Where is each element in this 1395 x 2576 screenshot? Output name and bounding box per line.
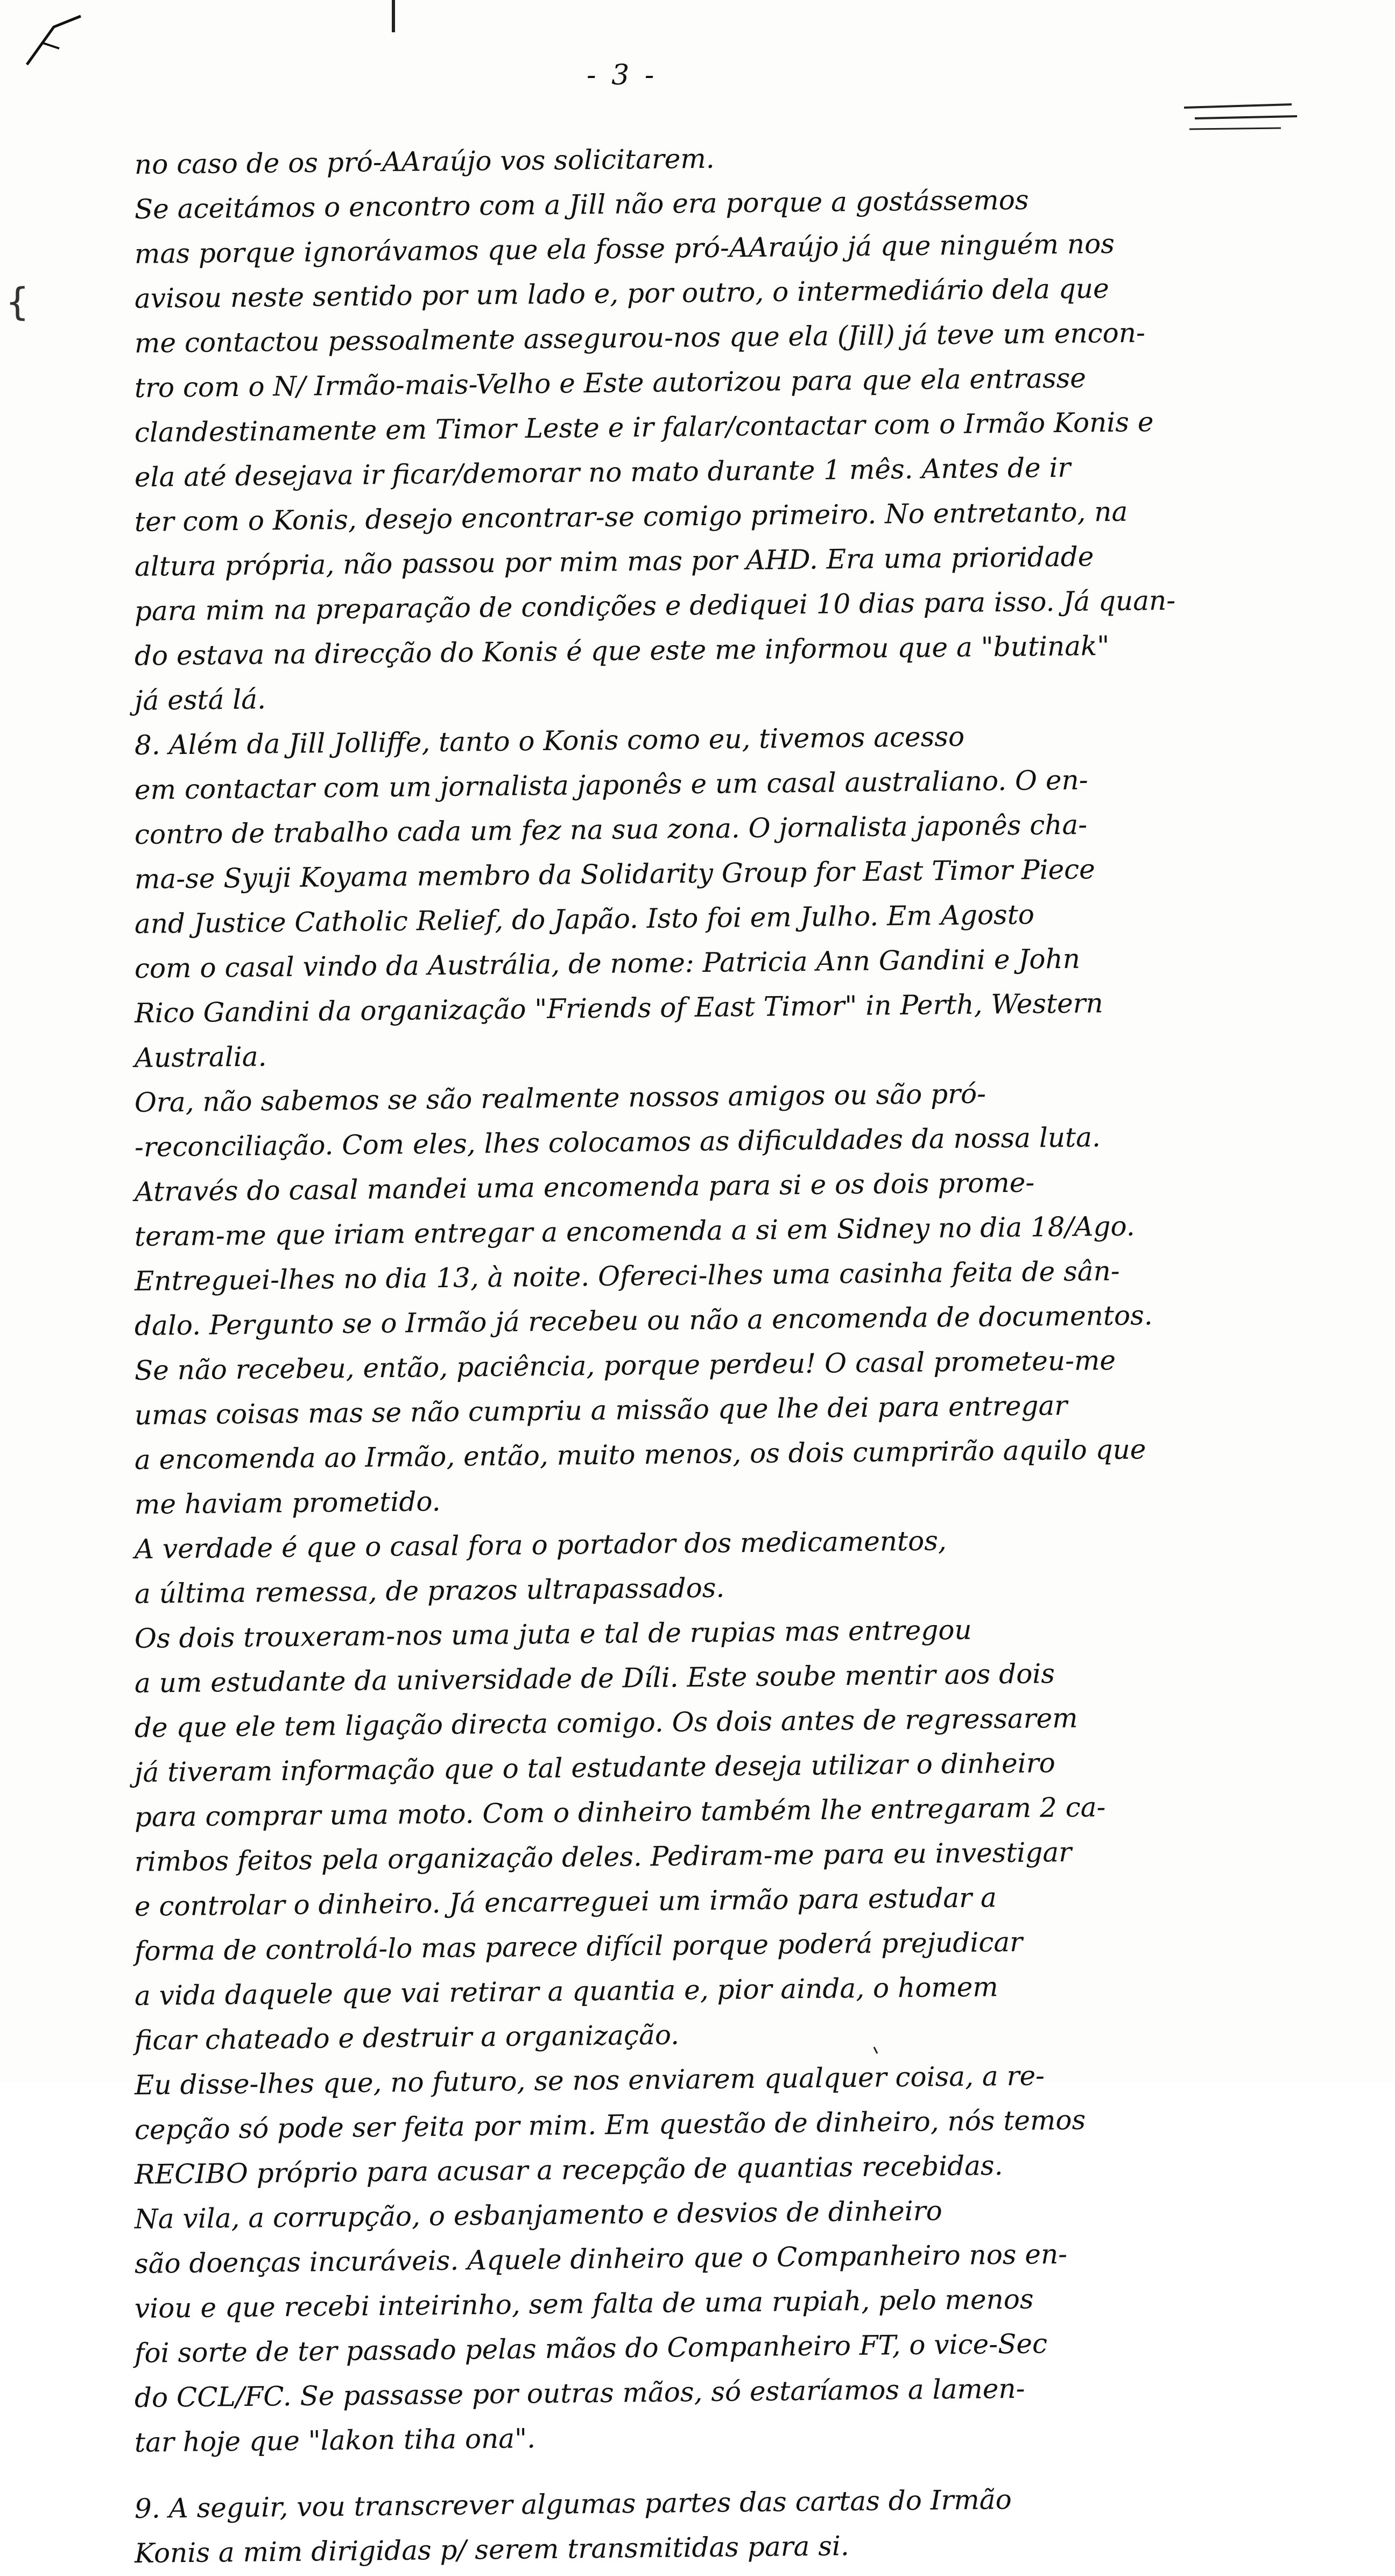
text-line: Os dois trouxeram-nos uma juta e tal de rupias mas entregou — [134, 1614, 972, 1654]
text-line: já está lá. — [134, 683, 266, 716]
text-line: a última remessa, de prazos ultrapassados. — [134, 1572, 725, 1610]
text-line: do estava na direcção do Konis é que este me informou que a "butinak" — [134, 630, 1110, 672]
text-line: ficar chateado e destruir a organização. — [134, 2019, 680, 2056]
text-line: com o casal vindo da Austrália, de nome: Patricia Ann Gandini e John — [134, 943, 1081, 984]
corner-pen-mark — [22, 11, 97, 75]
text-line: no caso de os pró-AAraújo vos solicitarem. — [134, 143, 715, 180]
text-line: me contactou pessoalmente assegurou-nos que ela (Jill) já teve um encon- — [134, 317, 1146, 359]
text-line: avisou neste sentido por um lado e, por outro, o intermediário dela que — [134, 273, 1109, 314]
text-line: Entreguei-lhes no dia 13, à noite. Ofereci-lhes uma casinha feita de sân- — [134, 1255, 1120, 1297]
text-line: e controlar o dinheiro. Já encarreguei um irmão para estudar a — [134, 1882, 997, 1922]
text-line: viou e que recebi inteirinho, sem falta de uma rupiah, pelo menos — [134, 2283, 1034, 2324]
text-line: a vida daquele que vai retirar a quantia e, pior ainda, o homem — [134, 1971, 998, 2012]
text-line: ma-se Syuji Koyama membro da Solidarity Group for East Timor Piece — [134, 853, 1096, 895]
text-line: and Justice Catholic Relief, do Japão. Isto foi em Julho. Em Agosto — [134, 899, 1035, 940]
text-line: Se não recebeu, então, paciência, porque perdeu! O casal prometeu-me — [134, 1344, 1116, 1386]
text-line: umas coisas mas se não cumpriu a missão que lhe dei para entregar — [134, 1389, 1068, 1431]
text-line: a encomenda ao Irmão, então, muito menos, os dois cumprirão aquilo que — [134, 1434, 1146, 1476]
text-line: Através do casal mandei uma encomenda para si e os dois prome- — [134, 1167, 1035, 1208]
text-line: -reconciliação. Com eles, lhes colocamos as dificuldades da nossa luta. — [134, 1121, 1101, 1163]
text-line: altura própria, não passou por mim mas por AHD. Era uma prioridade — [134, 541, 1094, 582]
text-line: Konis a mim dirigidas p/ serem transmitidas para si. — [134, 2530, 850, 2569]
text-line: são doenças incuráveis. Aquele dinheiro que o Companheiro nos en- — [134, 2238, 1068, 2279]
text-line: clandestinamente em Timor Leste e ir falar/contactar com o Irmão Konis e — [134, 406, 1154, 448]
text-line: contro de trabalho cada um fez na sua zona. O jornalista japonês cha- — [134, 809, 1088, 850]
text-line: ter com o Konis, desejo encontrar-se comigo primeiro. No entretanto, na — [134, 496, 1128, 538]
text-line: Australia. — [134, 1041, 267, 1074]
text-line: tar hoje que "lakon tiha ona". — [134, 2423, 536, 2458]
text-line: ela até desejava ir ficar/demorar no mato durante 1 mês. Antes de ir — [134, 451, 1071, 493]
bottom-pen-mark — [872, 2045, 883, 2056]
text-line: forma de controlá-lo mas parece difícil porque poderá prejudicar — [134, 1926, 1023, 1967]
text-line: tro com o N/ Irmão-mais-Velho e Este autorizou para que ela entrasse — [134, 362, 1087, 404]
page-number: - 3 - — [587, 59, 658, 91]
text-line: já tiveram informação que o tal estudante deseja utilizar o dinheiro — [134, 1747, 1055, 1788]
text-line: rimbos feitos pela organização deles. Pediram-me para eu investigar — [134, 1836, 1072, 1878]
text-line: 9. A seguir, vou transcrever algumas partes das cartas do Irmão — [134, 2483, 1012, 2524]
text-line: dalo. Pergunto se o Irmão já recebeu ou não a encomenda de documentos. — [134, 1300, 1153, 1342]
text-line: RECIBO próprio para acusar a recepção de quantias recebidas. — [134, 2150, 1003, 2190]
top-edge-mark — [392, 0, 395, 32]
text-line: 8. Além da Jill Jolliffe, tanto o Konis como eu, tivemos acesso — [134, 721, 965, 761]
text-line: para comprar uma moto. Com o dinheiro também lhe entregaram 2 ca- — [134, 1791, 1106, 1833]
text-line: para mim na preparação de condições e dediquei 10 dias para isso. Já quan- — [134, 584, 1176, 627]
margin-bracket: { — [5, 280, 30, 324]
text-line: Rico Gandini da organização "Friends of East Timor" in Perth, Western — [134, 987, 1104, 1029]
text-line: A verdade é que o casal fora o portador dos medicamentos, — [134, 1525, 947, 1565]
text-line: foi sorte de ter passado pelas mãos do Companheiro FT, o vice-Sec — [134, 2328, 1048, 2369]
text-line: Se aceitámos o encontro com a Jill não era porque a gostássemos — [134, 184, 1029, 225]
text-line: teram-me que iriam entregar a encomenda a si em Sidney no dia 18/Ago. — [134, 1210, 1135, 1252]
handwritten-text-body — [135, 143, 1292, 2576]
text-line: Ora, não sabemos se são realmente nossos amigos ou são pró- — [134, 1078, 987, 1118]
text-line: me haviam prometido. — [134, 1486, 441, 1520]
text-line: Na vila, a corrupção, o esbanjamento e desvios de dinheiro — [134, 2195, 942, 2235]
text-line: de que ele tem ligação directa comigo. Os dois antes de regressarem — [134, 1702, 1078, 1744]
margin-scribble — [1184, 102, 1302, 135]
text-line: em contactar com um jornalista japonês e um casal australiano. O en- — [134, 764, 1088, 806]
text-line: cepção só pode ser feita por mim. Em questão de dinheiro, nós temos — [134, 2104, 1086, 2146]
text-line: do CCL/FC. Se passasse por outras mãos, só estaríamos a lamen- — [134, 2373, 1025, 2413]
text-line: mas porque ignorávamos que ela fosse pró-AAraújo já que ninguém nos — [134, 228, 1115, 270]
text-line: a um estudante da universidade de Díli. Este soube mentir aos dois — [134, 1658, 1055, 1699]
text-line: Eu disse-lhes que, no futuro, se nos enviarem qualquer coisa, a re- — [134, 2060, 1045, 2101]
